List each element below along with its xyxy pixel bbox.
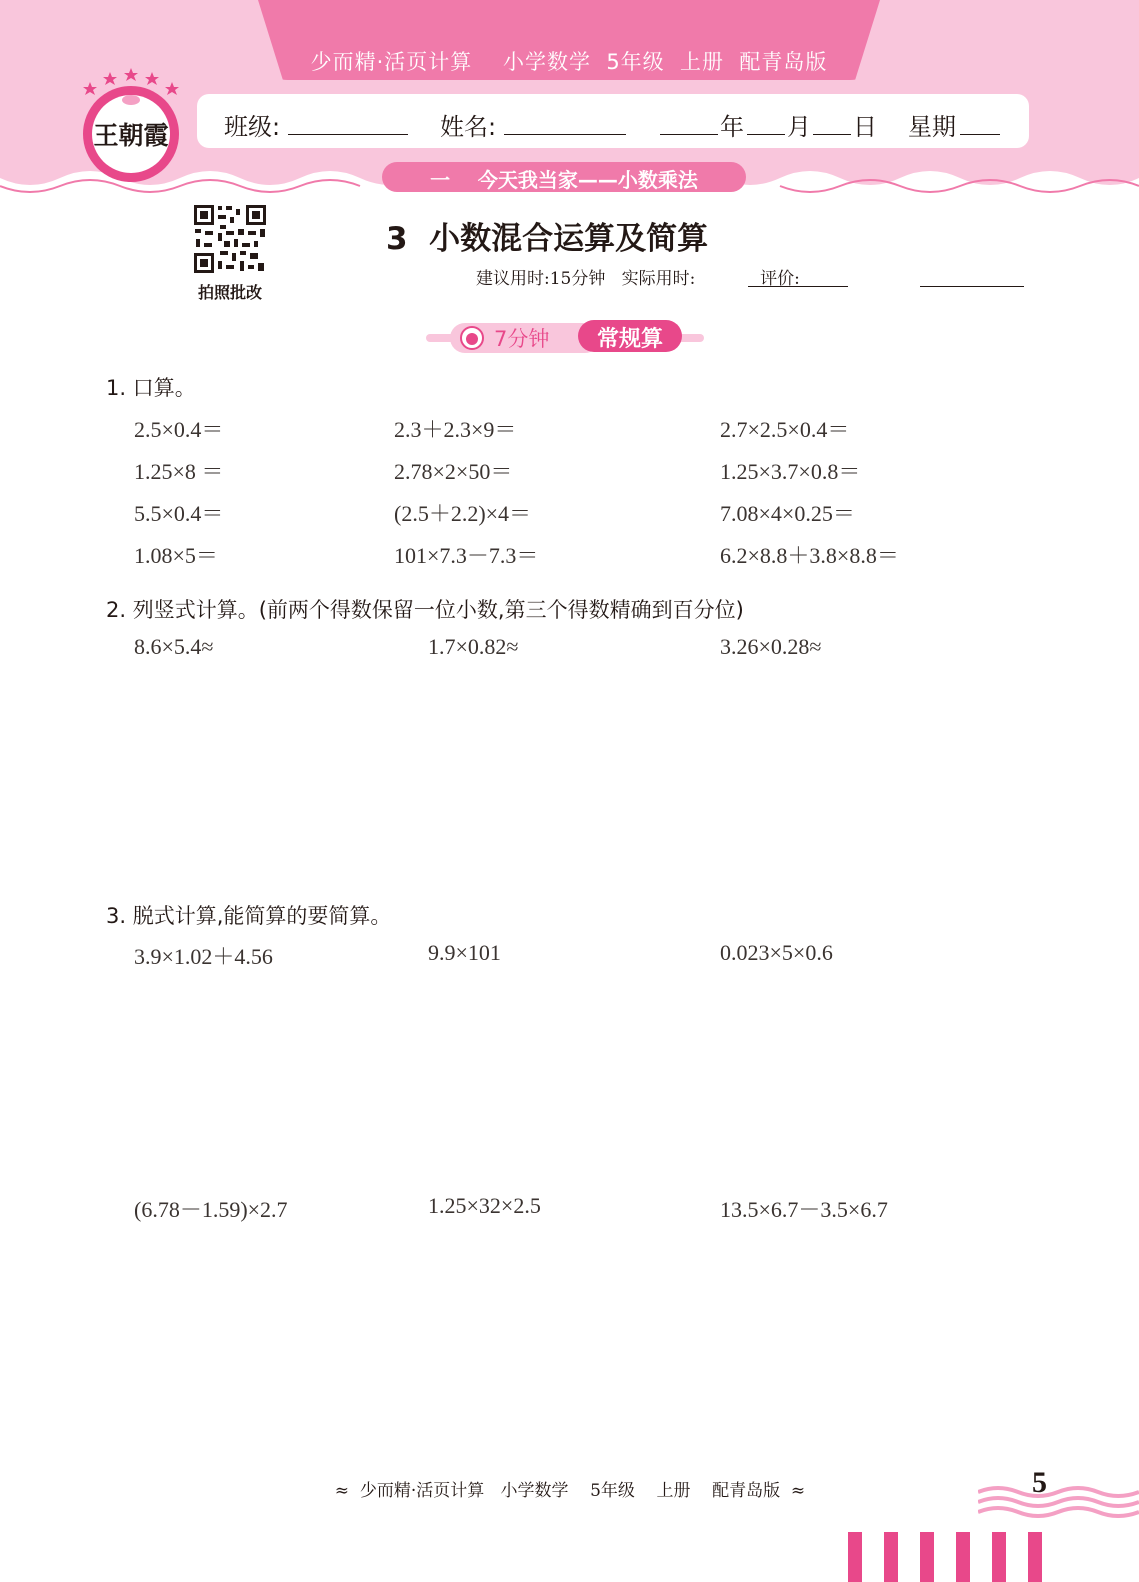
q2-expr: 8.6×5.4≈ — [134, 634, 214, 659]
qr-code-icon[interactable] — [192, 203, 268, 275]
decor-stripe — [992, 1532, 1006, 1582]
timer-text: 7分钟 — [494, 327, 550, 351]
question-3-title: 3. 脱式计算,能简算的要简算。 — [106, 904, 392, 928]
class-label: 班级: — [224, 113, 281, 141]
q1-expr: 2.78×2×50＝ — [394, 459, 513, 484]
q3-expr: 13.5×6.7－3.5×6.7 — [720, 1197, 888, 1222]
q1-expr: 2.7×2.5×0.4＝ — [720, 417, 850, 442]
month-field[interactable] — [747, 112, 785, 135]
q1-expr: 1.08×5＝ — [134, 543, 218, 568]
q1-expr: 5.5×0.4＝ — [134, 501, 224, 526]
brand-logo — [78, 68, 184, 184]
decor-stripe — [920, 1532, 934, 1582]
footer-wave — [978, 1484, 1139, 1518]
q3-expr: 3.9×1.02＋4.56 — [134, 944, 273, 969]
year-field[interactable] — [660, 112, 718, 135]
q3-expr: (6.78－1.59)×2.7 — [134, 1197, 288, 1222]
q3-expr: 1.25×32×2.5 — [428, 1193, 541, 1218]
q1-expr: 6.2×8.8＋3.8×8.8＝ — [720, 543, 899, 568]
day-label: 日 — [853, 113, 877, 141]
question-2-title: 2. 列竖式计算。(前两个得数保留一位小数,第三个得数精确到百分位) — [106, 598, 744, 622]
lesson-title: 3 小数混合运算及简算 — [386, 221, 709, 257]
time-info: 建议用时:15分钟 实际用时: 评价: — [476, 269, 800, 289]
weekday-field[interactable] — [960, 112, 1000, 135]
name-field[interactable] — [504, 112, 626, 135]
series-title: 少而精·活页计算 小学数学 5年级 上册 配青岛版 — [310, 50, 828, 74]
q3-expr: 9.9×101 — [428, 940, 501, 965]
decor-stripe — [848, 1532, 862, 1582]
q3-expr: 0.023×5×0.6 — [720, 940, 833, 965]
qr-caption: 拍照批改 — [197, 283, 262, 302]
q3-answer-area-2[interactable] — [106, 1228, 1046, 1448]
weekday-label: 星期 — [908, 113, 956, 141]
q1-expr: 101×7.3－7.3＝ — [394, 543, 539, 568]
q1-expr: 1.25×8 ＝ — [134, 459, 224, 484]
q1-expr: 2.5×0.4＝ — [134, 417, 224, 442]
badge-label: 常规算 — [596, 327, 663, 352]
q1-expr: 2.3＋2.3×9＝ — [394, 417, 517, 442]
name-label: 姓名: — [440, 113, 497, 141]
class-field[interactable] — [288, 112, 408, 135]
decor-stripe — [884, 1532, 898, 1582]
month-label: 月 — [787, 113, 811, 141]
question-1-title: 1. 口算。 — [106, 376, 196, 400]
q1-expr: (2.5＋2.2)×4＝ — [394, 501, 532, 526]
actual-time-field[interactable] — [748, 266, 848, 287]
q2-expr: 1.7×0.82≈ — [428, 634, 519, 659]
day-field[interactable] — [813, 112, 851, 135]
logo-brand-text: 王朝霞 — [93, 121, 169, 150]
q2-expr: 3.26×0.28≈ — [720, 634, 822, 659]
decor-stripe — [956, 1532, 970, 1582]
chapter-title: 一 今天我当家——小数乘法 — [430, 168, 698, 192]
evaluation-field[interactable] — [920, 266, 1024, 287]
decor-stripe — [1028, 1532, 1042, 1582]
q1-expr: 1.25×3.7×0.8＝ — [720, 459, 861, 484]
footer-series-text: ≈ 少而精·活页计算 小学数学 5年级 上册 配青岛版 ≈ — [334, 1481, 806, 1501]
q1-expr: 7.08×4×0.25＝ — [720, 501, 855, 526]
q2-answer-area[interactable] — [106, 668, 1046, 888]
year-label: 年 — [720, 113, 744, 141]
page-number: 5 — [1032, 1466, 1047, 1499]
clock-icon — [462, 328, 482, 348]
q3-answer-area-1[interactable] — [106, 974, 1046, 1184]
